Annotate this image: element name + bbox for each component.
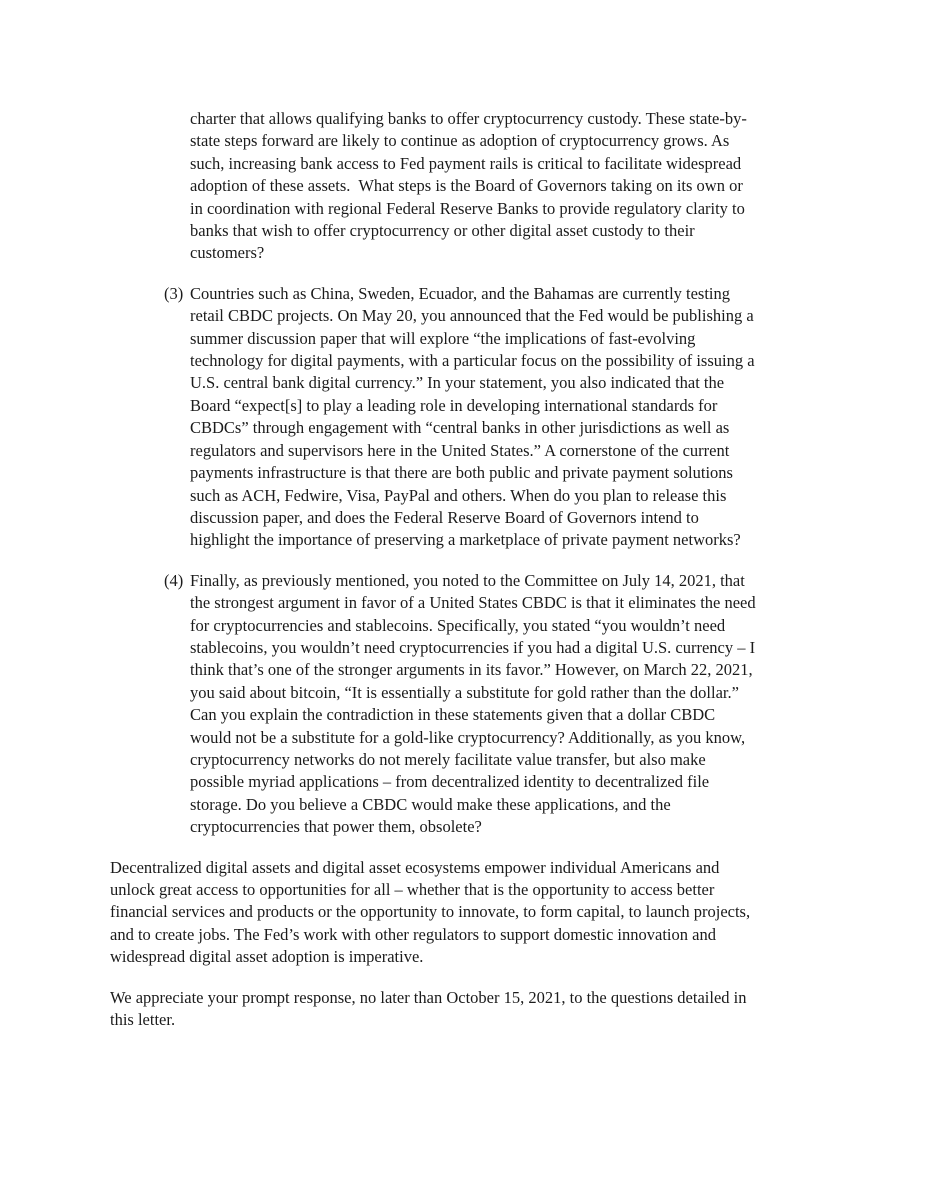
text-line: for cryptocurrencies and stablecoins. Specifically, you stated “you wouldn’t need: [190, 615, 726, 635]
text-line: retail CBDC projects. On May 20, you announced that the Fed would be publishing a: [190, 306, 754, 326]
item-3-marker: (3): [164, 283, 184, 303]
letter-body: [110, 108, 822, 1031]
text-line: Decentralized digital assets and digital asset ecosystems empower individual Americans and: [110, 857, 720, 877]
text-line: discussion paper, and does the Federal Reserve Board of Governors intend to: [190, 507, 699, 527]
paragraph-response-request: [110, 987, 822, 1032]
text-line: and to create jobs. The Fed’s work with other regulators to support domestic innovation and: [110, 924, 716, 944]
text-line: cryptocurrency networks do not merely facilitate value transfer, but also make: [190, 749, 706, 769]
text-line: We appreciate your prompt response, no later than October 15, 2021, to the questions detailed in: [110, 987, 747, 1007]
text-line: highlight the importance of preserving a marketplace of private payment networks?: [190, 530, 741, 550]
text-line: U.S. central bank digital currency.” In your statement, you also indicated that the: [190, 373, 725, 393]
paragraph-closing-summary: [110, 857, 822, 969]
text-line: regulators and supervisors here in the United States.” A cornerstone of the current: [190, 440, 730, 460]
text-line: charter that allows qualifying banks to offer cryptocurrency custody. These state-by-: [190, 109, 747, 128]
item-4-marker: (4): [164, 570, 184, 590]
text-line: storage. Do you believe a CBDC would make these applications, and the: [190, 794, 671, 814]
text-line: Can you explain the contradiction in these statements given that a dollar CBDC: [190, 705, 716, 725]
paragraph-question-continuation: [190, 108, 822, 265]
text-line: technology for digital payments, with a particular focus on the possibility of issuing a: [190, 351, 755, 371]
text-line: this letter.: [110, 1010, 176, 1030]
numbered-item-4: [110, 570, 822, 839]
text-line: banks that wish to offer cryptocurrency or other digital asset custody to their: [190, 221, 695, 241]
text-line: summer discussion paper that will explore “the implications of fast-evolving: [190, 328, 696, 348]
numbered-item-3: [110, 283, 822, 552]
text-line: possible myriad applications – from decentralized identity to decentralized file: [190, 772, 710, 792]
text-line: such, increasing bank access to Fed payment rails is critical to facilitate widespread: [190, 153, 742, 173]
text-line: Countries such as China, Sweden, Ecuador, and the Bahamas are currently testing: [190, 283, 731, 303]
text-line: CBDCs” through engagement with “central banks in other jurisdictions as well as: [190, 418, 730, 438]
text-line: state steps forward are likely to continue as adoption of cryptocurrency grows. As: [190, 131, 730, 151]
text-line: payments infrastructure is that there are both public and private payment solutions: [190, 463, 733, 483]
text-line: would not be a substitute for a gold-like cryptocurrency? Additionally, as you know,: [190, 727, 746, 747]
text-line: unlock great access to opportunities for all – whether that is the opportunity to access better: [110, 880, 715, 899]
item-4-text: [190, 570, 822, 839]
text-line: adoption of these assets. What steps is the Board of Governors taking on its own or: [190, 176, 743, 196]
text-line: customers?: [190, 243, 265, 263]
text-line: you said about bitcoin, “It is essentially a substitute for gold rather than the dollar.”: [190, 682, 739, 702]
text-line: such as ACH, Fedwire, Visa, PayPal and others. When do you plan to release this: [190, 485, 727, 505]
item-3-text: [190, 283, 822, 552]
text-line: stablecoins, you wouldn’t need cryptocurrencies if you had a digital U.S. currency – I: [190, 637, 756, 657]
text-line: widespread digital asset adoption is imperative.: [110, 947, 424, 967]
text-line: Board “expect[s] to play a leading role in developing international standards for: [190, 395, 718, 415]
text-line: in coordination with regional Federal Reserve Banks to provide regulatory clarity to: [190, 198, 745, 218]
text-line: Finally, as previously mentioned, you noted to the Committee on July 14, 2021, that: [190, 570, 745, 590]
text-line: financial services and products or the opportunity to innovate, to form capital, to launch projects,: [110, 902, 751, 922]
text-line: cryptocurrencies that power them, obsolete?: [190, 817, 482, 837]
text-line: think that’s one of the stronger arguments in its favor.” However, on March 22, 2021,: [190, 660, 753, 680]
text-line: the strongest argument in favor of a United States CBDC is that it eliminates the need: [190, 593, 756, 613]
